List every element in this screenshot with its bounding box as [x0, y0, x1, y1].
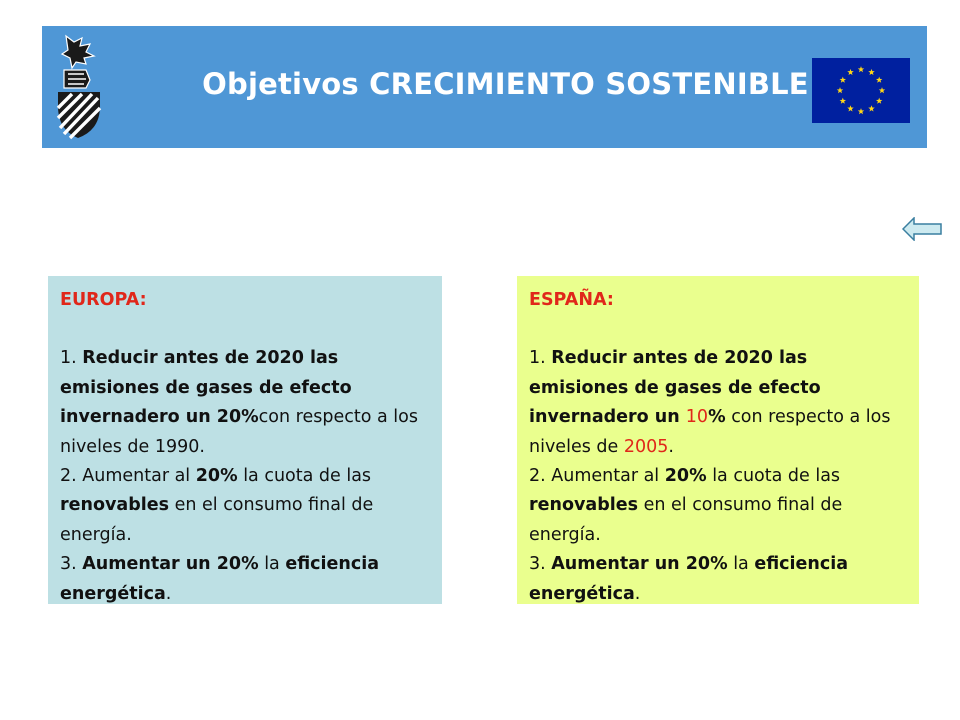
europa-panel	[48, 276, 442, 604]
europa-item-3: 3. Aumentar un 20% la eficiencia energética.	[60, 554, 380, 604]
espana-heading: ESPAÑA:	[529, 290, 614, 310]
eu-flag-icon	[812, 58, 910, 123]
europa-heading: EUROPA:	[60, 290, 147, 310]
europa-item-2: 2. Aumentar al 20% la cuota de las renovables en el consumo final de energía.	[60, 466, 374, 545]
espana-panel	[517, 276, 919, 604]
header-banner	[42, 26, 927, 148]
espana-item-1: 1. Reducir antes de 2020 las emisiones de gases de efecto invernadero un 10% con respecto a los niveles de 2005.	[529, 348, 891, 457]
back-arrow-icon[interactable]	[902, 217, 942, 241]
espana-item-3: 3. Aumentar un 20% la eficiencia energética.	[529, 554, 849, 604]
page-title: Objetivos CRECIMIENTO SOSTENIBLE	[202, 67, 809, 101]
europa-item-1: 1. Reducir antes de 2020 las emisiones de gases de efecto invernadero un 20%con respecto a los niveles de 1990.	[60, 348, 418, 457]
espana-item-2: 2. Aumentar al 20% la cuota de las renovables en el consumo final de energía.	[529, 466, 843, 545]
